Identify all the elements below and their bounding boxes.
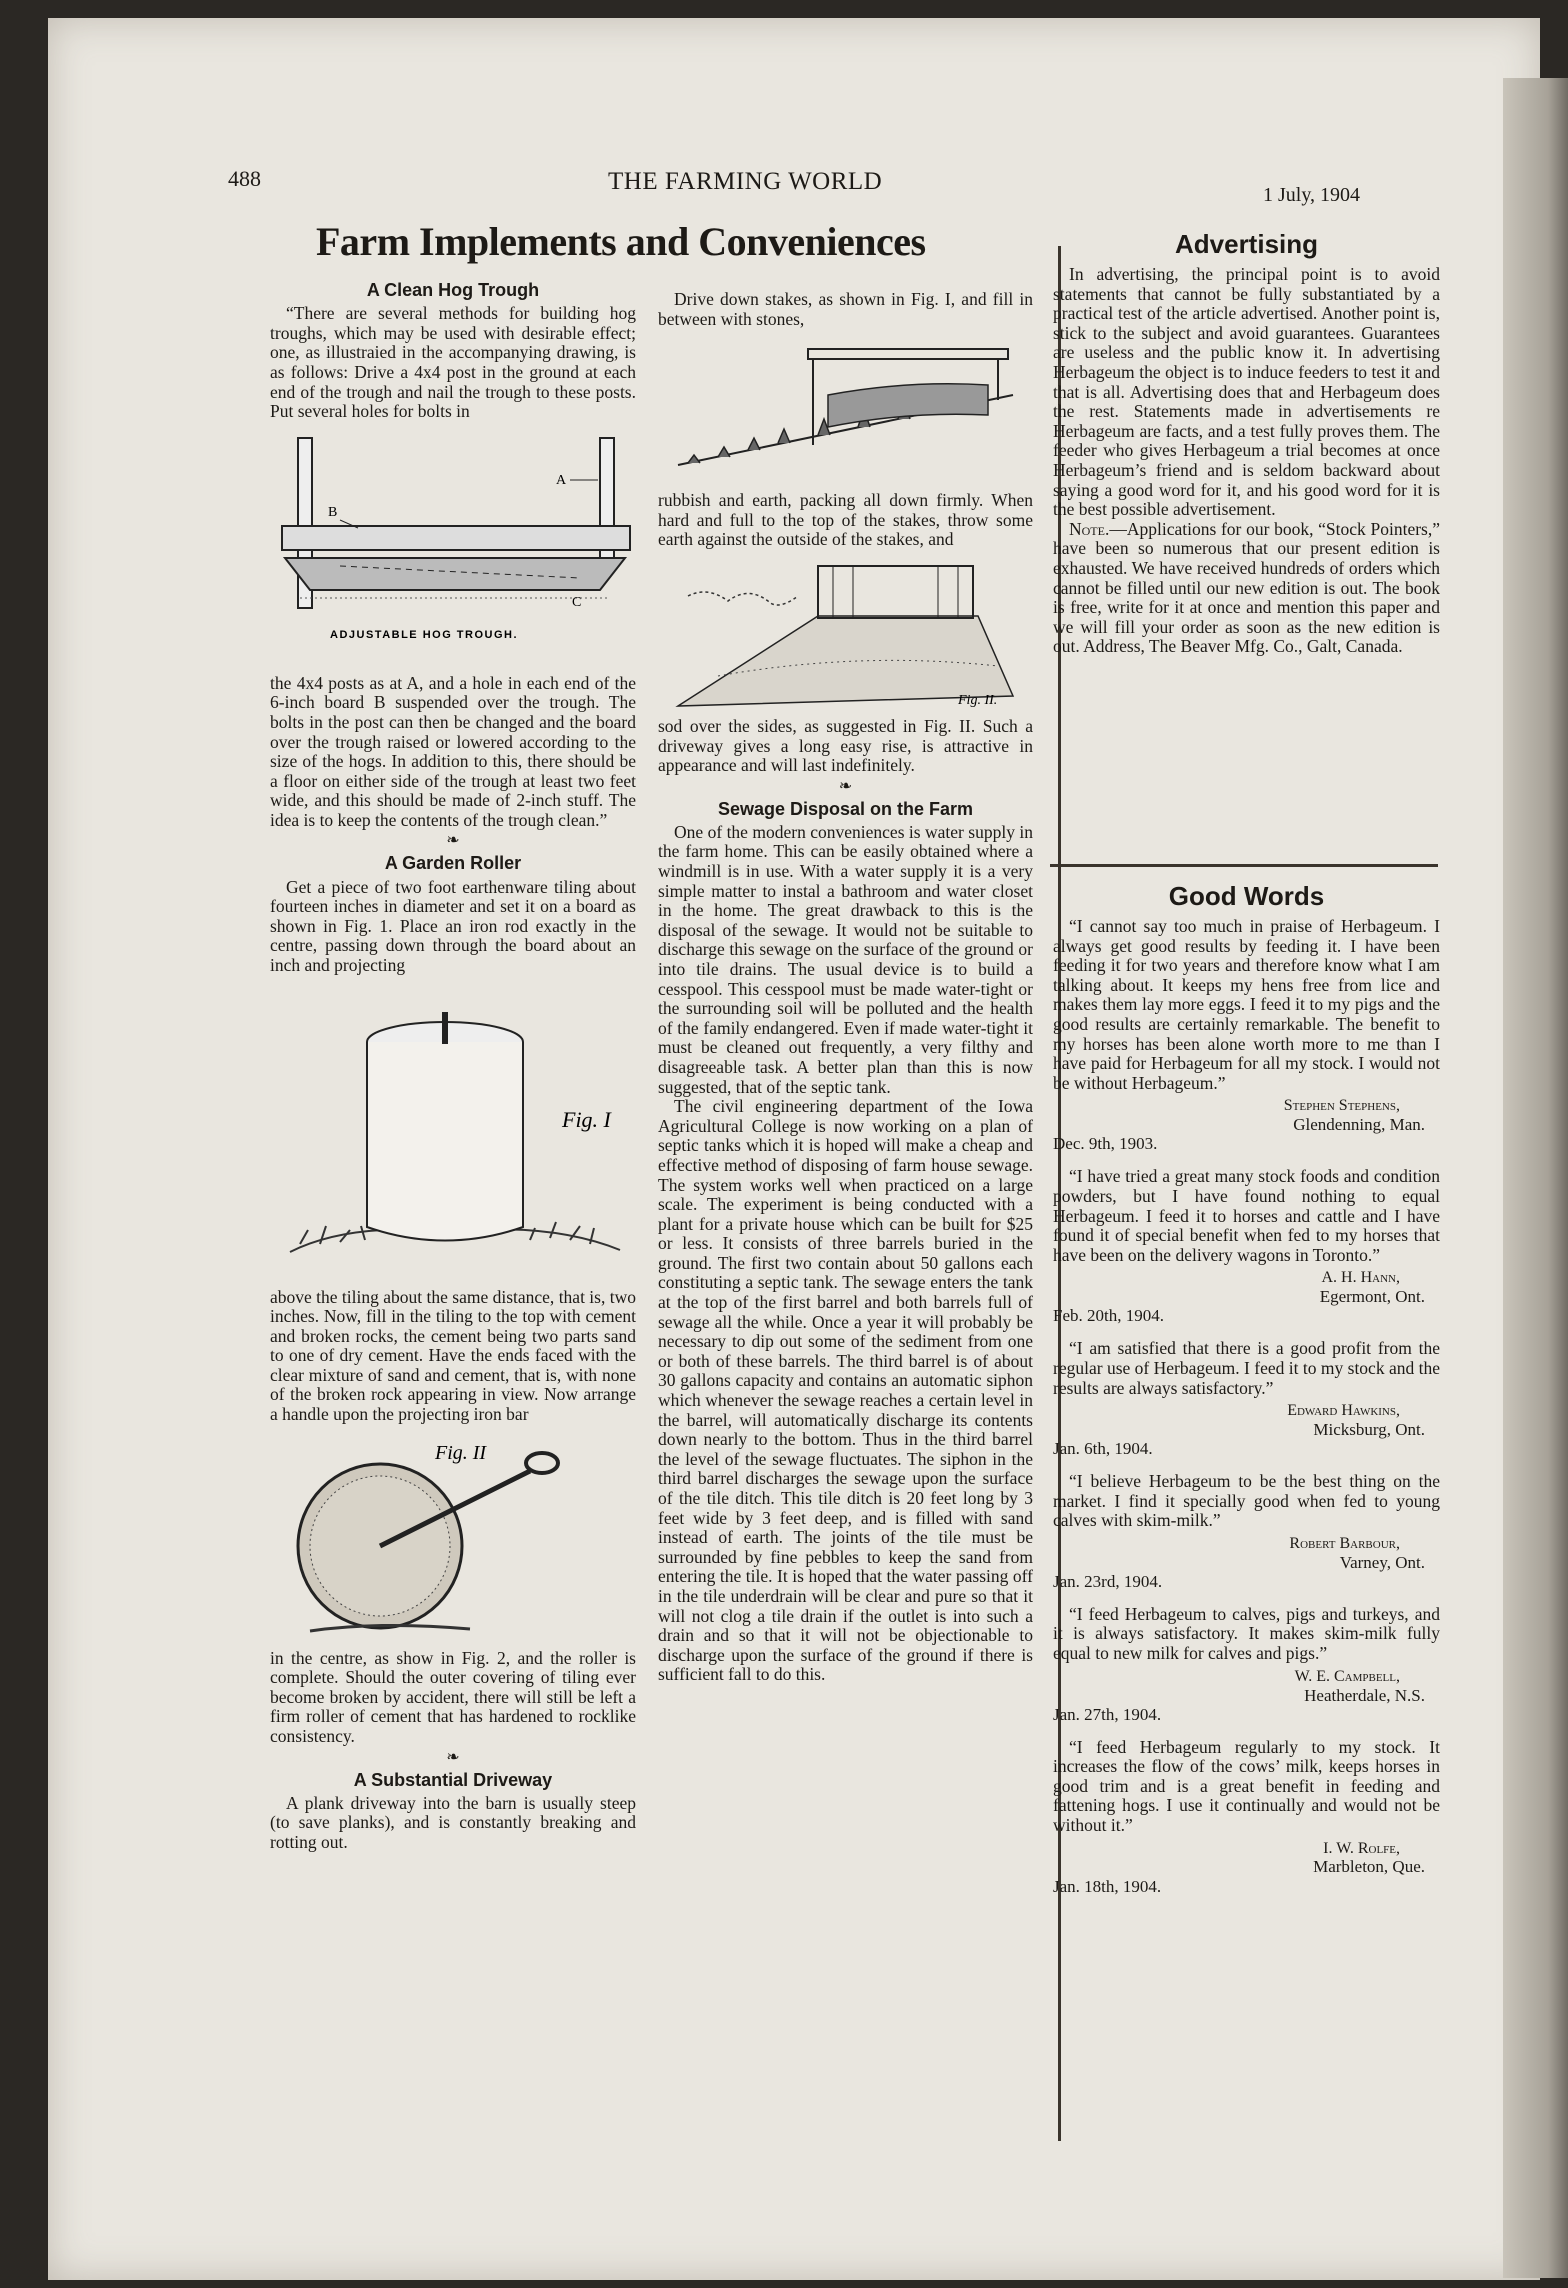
testimonial-quote: “I am satisfied that there is a good profit from the regular use of Herbageum. I feed it to my stock and the results are always satisfactory.” (1053, 1338, 1440, 1398)
garden-roller-fig-2 (270, 1431, 636, 1643)
testimonial-date: Jan. 27th, 1904. (1053, 1704, 1162, 1724)
sewage-para-2: The civil engineering department of the Iowa Agricultural College is now working on a plan of septic tanks which it is hoped will make a cheap and effective method of disposing of farm house sewage. The system works well when practiced on a large scale. The experiment is being conducted with a plant for a private house which can be built for $25 or less. It consists of three barrels buried in the ground. The first two contain about 50 gallons each constituting a septic tank. The sewage enters the tank at the top of the first barrel and both barrels full of sewage all the while. Once a year it will probably be necessary to dip out some of the sediment from one or both of these barrels. The third barrel is of about 30 gallons capacity and contains an automatic siphon which whenever the sewage reaches a certain level in the barrel, will automatically discharge its contents down nearly to the bottom. Thus in the third barrel the level of the sewage fluctuates. The siphon in the third barrel discharges the sewage upon the surface of the tile ditch. This tile ditch is 20 feet long by 3 feet wide by 3 feet deep, and is filled with sand instead of earth. The joints of the tile must be surrounded by fine pebbles to keep the sand from entering the tile. It is hoped that the water passing off in the tile underdrain will be clear and pure so that it will not clog a tile drain if the outlet is into such a drain and so that it will not be objectionable to discharge upon the surface of the ground if there is sufficient fall to do this. (658, 1096, 1033, 1685)
sewage-para-1: One of the modern conveniences is water supply in the farm home. This can be easily obtained where a windmill is in use. With a water supply it is a very simple matter to instal a bathroom and water closet in the home. The great drawback to this is the disposal of the sewage. It would not be suitable to discharge this sewage on the surface of the ground or into tile drains. The usual device is to build a cesspool. This cesspool must be made water-tight or the surrounding soil will be polluted and the health of the family endangered. Even if made water-tight it must be cleaned out frequently, a very filthy and disagreeable task. A better plan than this is now suggested, that of the septic tank. (658, 821, 1033, 1097)
testimonial-date: Dec. 9th, 1903. (1053, 1134, 1158, 1154)
testimonial-date: Jan. 6th, 1904. (1053, 1439, 1153, 1459)
label-c: C (572, 594, 582, 610)
masthead: THE FARMING WORLD (608, 168, 883, 195)
hog-trough-para-1: “There are several methods for building hog troughs, which may be used with desirable effect; one, as illustraied in the accompanying drawing, is as follows: Drive a 4x4 post in the ground at each end of the trough and nail the trough to these posts. Put several holes for bolts in (270, 303, 636, 422)
testimonial-place: Heatherdale, N.S. (1304, 1685, 1425, 1705)
column-1 (270, 280, 636, 1852)
page-number: 488 (228, 166, 261, 191)
testimonial-name: W. E. Campbell, (1294, 1667, 1400, 1685)
section-title: Farm Implements and Conveniences (316, 219, 926, 264)
column-2 (658, 290, 1033, 1685)
testimonial (1053, 1339, 1440, 1458)
testimonial (1053, 1167, 1440, 1325)
testimonial-date: Jan. 23rd, 1904. (1053, 1571, 1163, 1591)
fig2-label: Fig. II (435, 1441, 487, 1464)
garden-roller-para-1: Get a piece of two foot earthenware tiling about fourteen inches in diameter and set it on a board as shown in Fig. 1. Place an iron rod exactly in the centre, passing down through the board about an inch and projecting (270, 876, 636, 975)
page-header (48, 166, 1540, 206)
testimonial-place: Egermont, Ont. (1319, 1287, 1425, 1307)
testimonial-place: Glendenning, Man. (1293, 1115, 1425, 1135)
driveway-para-4: sod over the sides, as suggested in Fig. II. Such a driveway gives a long easy rise, is attractive in appearance and will last indefinitely. (658, 715, 1033, 776)
driveway-para-3: rubbish and earth, packing all down firmly. When hard and full to the top of the stakes, throw some earth against the outside of the stakes, and (658, 490, 1033, 550)
issue-date: 1 July, 1904 (1263, 184, 1361, 206)
testimonial (1053, 1605, 1440, 1724)
fig1-label: Fig. I (562, 1106, 611, 1132)
hog-trough-para-2: the 4x4 posts as at A, and a hole in each end of the 6-inch board B suspended over the trough. The bolts in the post can then be changed and the board over the trough raised or lowered according to the size of the hogs. In addition to this, there should be a floor on either side of the trough at least two feet wide, and this should be made of 2-inch stuff. The idea is to keep the contents of the trough clean.” (270, 672, 636, 830)
ornament: ❧ (446, 832, 460, 850)
hog-trough-caption: ADJUSTABLE HOG TROUGH. (330, 628, 519, 641)
testimonial (1053, 1472, 1440, 1591)
driveway-fig2-label: Fig. II. (958, 692, 998, 708)
note-label: Note. (1069, 518, 1110, 539)
note-text: —Applications for our book, “Stock Pointers,” have been so numerous that our present edition is exhausted. We have received hundreds of orders which cannot be filled until our new edition is out. The book is free, write for it at once and mention this paper and we will fill your order as soon as the new edition is out. Address, The Beaver Mfg. Co., Galt, Canada. (1053, 518, 1440, 657)
label-a: A (556, 472, 567, 488)
garden-roller-para-3: in the centre, as show in Fig. 2, and the roller is complete. Should the outer covering of tiling ever become broken by accident, there will still be left a firm roller of cement that has hardened to rocklike consistency. (270, 1647, 636, 1747)
testimonial-name: Robert Barbour, (1289, 1534, 1400, 1552)
good-words-heading: Good Words (1168, 881, 1325, 911)
advertising-heading: Advertising (1174, 229, 1319, 259)
advertising-para-1: In advertising, the principal point is to avoid statements that cannot be fully substantiated by a practical test of the article advertised. Another point is, stick to the subject and avoid guarantees. Guarantees are useless and the public know it. In advertising Herbageum the object is to induce feeders to test it and that is all. Advertising does that and Herbageum does the rest. Statements made in advertisements re Herbageum are facts, and a test fully proves them. The feeder who gives Herbageum a trial becomes at once Herbageum’s friend and is seldom backward about saying a good word for it, and his good word for it is the best possible advertisement. (1053, 264, 1440, 520)
testimonial (1053, 917, 1440, 1153)
ornament: ❧ (446, 1748, 460, 1766)
ornament: ❧ (838, 777, 853, 795)
magazine-page (48, 18, 1540, 2280)
garden-roller-para-2: above the tiling about the same distance, that is, two inches. Now, fill in the tiling to the top with cement and broken rocks, the cement being two parts sand to one of dry cement. Have the ends faced with the clear mixture of sand and cement, that is, with none of the broken rock appearing in view. Now arrange a handle upon the projecting iron bar (270, 1286, 636, 1425)
book-spine (1503, 78, 1568, 2278)
testimonial-name: I. W. Rolfe, (1323, 1839, 1400, 1857)
testimonial-place: Marbleton, Que. (1313, 1857, 1425, 1877)
testimonial-name: Stephen Stephens, (1283, 1097, 1400, 1115)
testimonial-quote: “I feed Herbageum to calves, pigs and turkeys, and it is always satisfactory. It makes skim-milk fully equal to new milk for calves and pigs.” (1053, 1603, 1440, 1664)
driveway-fig-1 (658, 335, 1033, 485)
column-3-good-words (1053, 882, 1440, 1910)
sewage-heading: Sewage Disposal on the Farm (717, 798, 974, 819)
testimonial-place: Varney, Ont. (1339, 1552, 1425, 1572)
testimonial-date: Jan. 18th, 1904. (1053, 1876, 1162, 1896)
driveway-heading: A Substantial Driveway (353, 1769, 553, 1790)
testimonial-quote: “I feed Herbageum regularly to my stock. It increases the flow of the cows’ milk, keeps horses in good trim and is a great benefit in feeding and fattening hogs. I use it continually and would not be without it.” (1053, 1736, 1440, 1835)
testimonial-name: Edward Hawkins, (1287, 1402, 1400, 1420)
driveway-fig-2 (658, 556, 1033, 711)
testimonial-quote: “I have tried a great many stock foods and condition powders, but I have found nothing to equal Herbageum. I feed it to horses and cattle and I have found it of special benefit when fed to my horses that have been on the delivery wagons in Toronto.” (1053, 1166, 1440, 1265)
testimonial-place: Micksburg, Ont. (1313, 1420, 1425, 1440)
hog-trough-illustration (270, 428, 636, 668)
hog-trough-heading: A Clean Hog Trough (366, 280, 540, 300)
label-b: B (328, 504, 338, 520)
driveway-para-1: A plank driveway into the barn is usually steep (to save planks), and is constantly breaking and rotting out. (270, 1792, 636, 1852)
advertising-note (1053, 520, 1440, 657)
testimonial-quote: “I believe Herbageum to be the best thing on the market. I find it specially good when fed to young calves with skim-milk.” (1053, 1471, 1440, 1531)
garden-roller-heading: A Garden Roller (384, 853, 522, 874)
driveway-para-2: Drive down stakes, as shown in Fig. I, and fill in between with stones, (658, 289, 1033, 329)
testimonial-date: Feb. 20th, 1904. (1053, 1306, 1164, 1326)
column-3 (1053, 230, 1440, 657)
testimonial-quote: “I cannot say too much in praise of Herbageum. I always get good results by feeding it. I have been feeding it for two years and therefore know what I am talking about. It keeps my hens free from lice and makes them lay more eggs. I feed it to my pigs and the good results are certainly remarkable. The benefit to my horses has been alone worth more to me than I have paid for Herbageum for all my stock. I would not be without Herbageum.” (1053, 916, 1440, 1093)
testimonial-name: A. H. Hann, (1321, 1269, 1400, 1287)
garden-roller-fig-1 (270, 982, 636, 1282)
testimonial (1053, 1738, 1440, 1896)
section-divider (1050, 864, 1438, 867)
